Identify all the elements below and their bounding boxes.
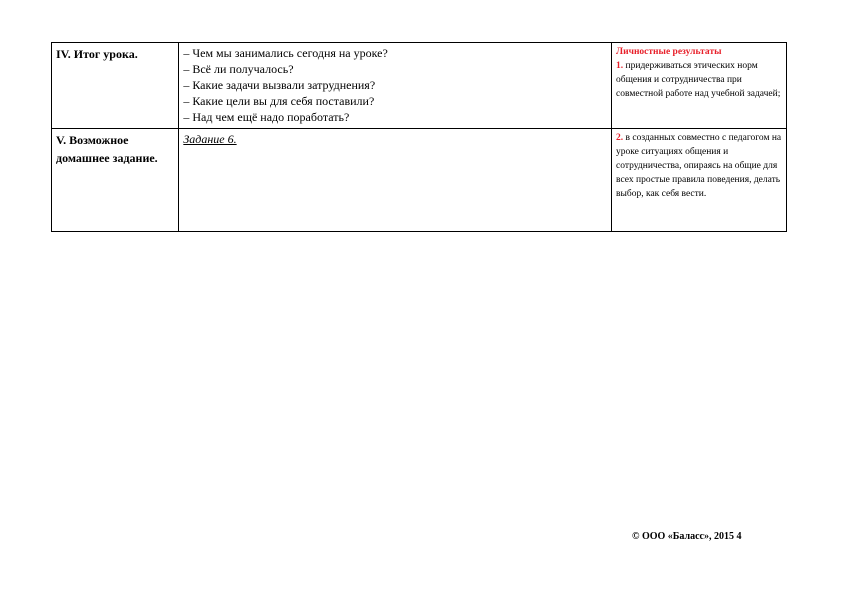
task-link[interactable]: Задание 6. (183, 132, 237, 146)
question-line: – Какие цели вы для себя поставили? (183, 94, 375, 108)
lesson-table (51, 42, 787, 232)
question-line: – Чем мы занимались сегодня на уроке? (183, 46, 388, 60)
result-number: 2. (616, 133, 624, 143)
table-row (52, 129, 787, 232)
question-line: – Над чем ещё надо поработать? (183, 110, 350, 124)
results-heading: Личностные результаты (616, 47, 722, 57)
copyright-footer: © ООО «Баласс», 2015 4 (632, 531, 742, 542)
result-text: придерживаться этических норм общения и сотрудничества при совместной работе над учебной задачей; (616, 61, 781, 99)
result-number: 1. (616, 61, 624, 71)
stage-title: V. Возможное домашнее задание. (56, 133, 158, 165)
task-cell (179, 129, 612, 232)
results-cell (612, 129, 787, 232)
stage-title: IV. Итог урока. (56, 47, 138, 61)
results-cell (612, 43, 787, 129)
table-row (52, 43, 787, 129)
question-line: – Какие задачи вызвали затруднения? (183, 78, 376, 92)
result-text: в созданных совместно с педагогом на уроке ситуациях общения и сотрудничества, опираясь на общие для всех простые правила поведения, делать выбор, как себя вести. (616, 133, 782, 199)
question-line: – Всё ли получалось? (183, 62, 294, 76)
questions-cell (179, 43, 612, 129)
stage-cell (52, 43, 179, 129)
stage-cell (52, 129, 179, 232)
